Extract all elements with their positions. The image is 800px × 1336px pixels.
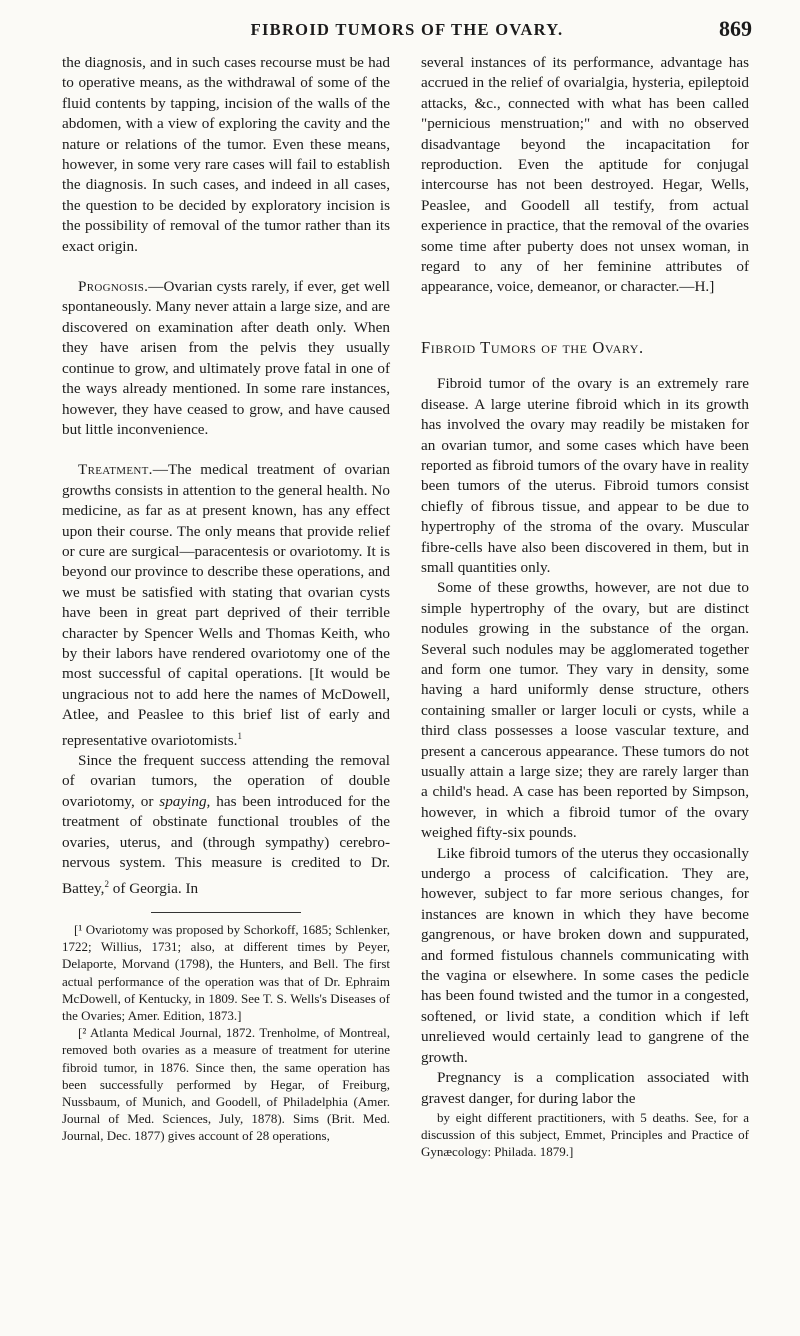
prognosis-heading: Prognosis. — [78, 278, 149, 296]
footnote-ref-2: 2 — [104, 878, 109, 889]
page-number: 869 — [719, 16, 752, 41]
left-column — [62, 53, 390, 1145]
diagnosis-paragraph: the diagnosis, and in such cases recourse must be had to operative means, as the withdrawal of some of the fluid contents by tapping, incision of the walls of the abdomen, with a view of exploring the cavity and the nature or relations of the tumor. Even these means, however, in some very rare cases will fail to establish the diagnosis. In such cases, and indeed in all cases, the question to be decided by exploratory incision is the possibility of removal of the tumor rather than its exact origin. — [62, 54, 390, 255]
footnote-continued: by eight different practitioners, with 5 deaths. See, for a discussion of this subject, Emmet, Principles and Practice of Gynæcology: Philada. 1879.] — [421, 1109, 749, 1160]
prognosis-paragraph — [62, 277, 390, 440]
running-head — [62, 14, 752, 42]
section-title: Fibroid Tumors of the Ovary. — [421, 337, 644, 357]
fibroid-paragraph-2: Some of these growths, however, are not due to simple hypertrophy of the ovary, but are distinct nodules growing in the substance of the organ. Several such nodules may be agglomerated together and form one tumor. They vary in density, some having a hard uniformly dense structure, others containing smaller or larger loculi or cysts, while a third class possesses a loose vascular texture, and present a cancerous appearance. These tumors do not usually attain a large size; they are rarely larger than a child's head. A case has been reported by Simpson, however, in which a fibroid tumor of the ovary weighed fifty-six pounds. — [421, 579, 749, 842]
running-title: FIBROID TUMORS OF THE OVARY. — [250, 20, 564, 39]
footnote-1: [¹ Ovariotomy was proposed by Schorkoff, 1685; Schlenker, 1722; Willius, 1731; also, at different times by Peyer, Delaporte, Morvand (1798), the Hunters, and Bell. The first actual performance of the operation was that of Dr. Ephraim McDowell, of Kentucky, in 1809. See T. S. Wells's Diseases of the Ovaries; Amer. Edition, 1873.] — [62, 921, 390, 1023]
spaying-text-start: Since the frequent success attending the removal of ovarian tumors, the operation of double ovariotomy, or — [62, 752, 390, 810]
footnote-ref-1: 1 — [237, 730, 242, 741]
spaying-text-mid: has been introduced for the treatment of obstinate functional troubles of the ovaries, uterus, and (through sympathy) cerebro-nervous system. This measure is credited to Dr. Battey, — [62, 792, 390, 897]
treatment-paragraph — [62, 460, 390, 751]
fibroid-paragraph-1: Fibroid tumor of the ovary is an extremely rare disease. A large uterine fibroid which in its growth has involved the ovary may readily be mistaken for an ovarian tumor, and some cases which have been reported as fibroid tumors of the ovary have in reality been tumors of the uterus. Fibroid tumors consist chiefly of fibrous tissue, and appear to be due to hypertrophy of the stroma of the ovary. Muscular fibre-cells have also been discovered in them, but in small quantities only. — [421, 375, 749, 576]
fibroid-paragraph-3: Like fibroid tumors of the uterus they occasionally undergo a process of calcification. They are, however, subject to far more serious changes, for instances are known in which they have become gangrenous, or have broken down and suppurated, and formed fistulous channels communicating with the vagina or elsewhere. In some cases the pedicle has been found twisted and the tumor in a congested, softened, or livid state, a condition which if left unrelieved would certainly lead to gangrene of the growth. — [421, 844, 749, 1066]
treatment-text: —The medical treatment of ovarian growths consists in attention to the general health. No medicine, as far as at present known, has any effect upon their course. The only means that provide relief or cure are surgical—paracentesis or ovariotomy. It is beyond our province to describe these operations, and we must be satisfied with stating that ovarian cysts have been in great part deprived of their terrible character by Spencer Wells and Thomas Keith, who by their labors have rendered ovariotomy one of the most successful of capital operations. [It would be ungracious not to add here the names of McDowell, Atlee, and Peaslee to this brief list of early and representative ovariotomists. — [62, 461, 390, 749]
prognosis-text: —Ovarian cysts rarely, if ever, get well spontaneously. Many never attain a large size, and are discovered on examination after death only. When they have arisen from the pelvis they usually continue to grow, and ultimately prove fatal in one of the ways already mentioned. In some rare instances, however, they have ceased to grow, and have caused but little inconvenience. — [62, 278, 390, 438]
fibroid-paragraph-4: Pregnancy is a complication associated with gravest danger, for during labor the — [421, 1069, 749, 1107]
continued-paragraph: several instances of its performance, advantage has accrued in the relief of ovarialgia, hysteria, epileptoid attacks, &c., connected with what has been called "pernicious menstruation;" and with no observed disadvantage beyond the incapacitation for reproduction. Even the aptitude for conjugal intercourse has not been destroyed. Hegar, Wells, Peaslee, and Goodell all testify, from actual experience in practice, that the removal of the ovaries some time after puberty does not unsex woman, in regard to any of her feminine attributes of appearance, voice, demeanor, or character.—H.] — [421, 54, 749, 296]
right-column — [421, 53, 749, 1161]
treatment-heading: Treatment. — [78, 461, 153, 479]
footnote-divider — [151, 912, 301, 913]
spaying-italic: spaying, — [159, 792, 211, 810]
spaying-text-end: of Georgia. In — [108, 879, 199, 897]
footnote-2: [² Atlanta Medical Journal, 1872. Trenholme, of Montreal, removed both ovaries as a measure of treatment for uterine fibroid tumor, in 1876. Since then, the same operation has been successfully performed by Hegar, of Freiburg, Nussbaum, of Munich, and Goodell, of Philadelphia (Amer. Journal of Med. Sciences, July, 1878). Sims (Brit. Med. Journal, Dec. 1877) gives account of 28 operations, — [62, 1025, 390, 1144]
spaying-paragraph — [62, 751, 390, 899]
